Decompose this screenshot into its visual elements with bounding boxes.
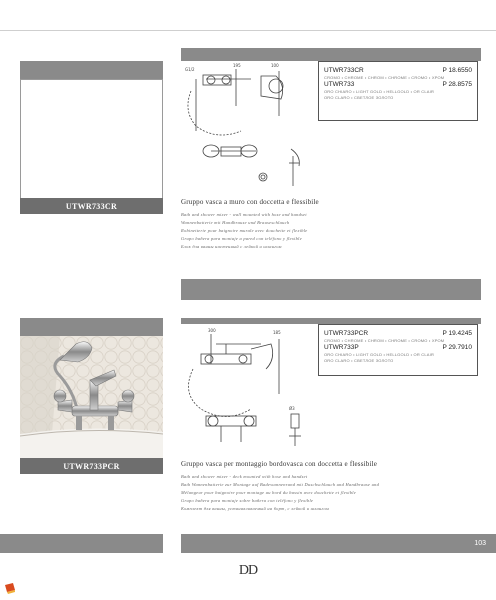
product-code-label-1: UTWR733CR <box>20 198 163 214</box>
svg-text:100: 100 <box>271 63 279 68</box>
price-finish: ORO CHIARO • LIGHT GOLD • HELLGOLD • OR CLAIR <box>324 352 435 357</box>
svg-text:300: 300 <box>208 328 216 333</box>
top-rule <box>0 30 496 31</box>
right-header-bar-1 <box>181 48 481 61</box>
page-number: 103 <box>474 540 486 547</box>
section-divider-bar <box>181 279 481 300</box>
description-line: Комплект для ванны, устанавливаемый на борт, с лейкой и шлангом <box>181 506 329 511</box>
price-ref: UTWR733CR <box>324 67 364 74</box>
price-row <box>324 81 472 89</box>
description-line: Mélangeur pour baignoire pour montage au bord du bassin avec douchette et flexible <box>181 490 356 495</box>
svg-text:185: 185 <box>273 330 281 335</box>
description-line: Bath and shower mixer - deck mounted with hose and handset <box>181 474 308 479</box>
price-finish: ORO CLARO • СВЕТЛОЕ ЗОЛОТО <box>324 358 394 363</box>
price-finish: CROMO • CHROME • CHROM • CHROME • CROMO • ХРОМ <box>324 338 445 343</box>
svg-text:195: 195 <box>233 63 241 68</box>
product-title: Gruppo vasca per montaggio bordovasca con doccetta e flessibile <box>181 460 378 468</box>
price-box-1 <box>318 61 478 121</box>
product-code-label-2: UTWR733PCR <box>20 458 163 474</box>
product-image-placeholder-1 <box>20 79 163 199</box>
price-ref: UTWR733 <box>324 81 355 88</box>
description-line: Robinetterie pour baignoire murale avec douchette et flexible <box>181 228 308 233</box>
description-line: Bath and shower mixer - wall mounted with hose and handset <box>181 212 307 217</box>
price-finish: ORO CLARO • СВЕТЛОЕ ЗОЛОТО <box>324 95 394 100</box>
description-line: Wannenbatterie mit Handbrause und Brauseschlauch <box>181 220 290 225</box>
footer-bar-right <box>181 534 496 553</box>
price-row <box>324 67 472 75</box>
technical-drawing-2 <box>181 324 321 454</box>
price-row <box>324 330 472 338</box>
price-ref: UTWR733P <box>324 344 359 351</box>
left-header-bar-1 <box>20 61 163 79</box>
svg-text:G1/2: G1/2 <box>185 67 195 72</box>
description-line: Grupo bañera para montaje sobre bañera con teléfono y flexible <box>181 498 314 503</box>
price-finish: ORO CHIARO • LIGHT GOLD • HELLGOLD • OR CLAIR <box>324 89 435 94</box>
price-row <box>324 344 472 352</box>
price-finish: CROMO • CHROME • CHROM • CHROME • CROMO • ХРОМ <box>324 75 445 80</box>
price-value: P 29.7910 <box>442 344 472 351</box>
product-title: Gruppo vasca a muro con doccetta e flessibile <box>181 198 319 206</box>
price-value: P 18.6550 <box>442 67 472 74</box>
footer-bar-left <box>0 534 163 553</box>
price-value: P 19.4245 <box>442 330 472 337</box>
price-ref: UTWR733PCR <box>324 330 369 337</box>
technical-drawing-1 <box>181 61 321 191</box>
brand-logo: DD <box>238 563 258 578</box>
price-value: P 28.8575 <box>442 81 472 88</box>
left-header-bar-2 <box>20 318 163 336</box>
svg-text:Ø3: Ø3 <box>289 406 295 411</box>
price-box-2 <box>318 324 478 376</box>
bookmark-icon[interactable] <box>3 581 17 595</box>
product-photo-2 <box>20 336 163 458</box>
description-line: Блок для ванны настенный с лейкой и шлангом <box>181 244 282 249</box>
description-line: Bath Wannenbatterie zur Montage auf Badewannenrand mit Duschschlauch und Handbrause und <box>181 482 380 487</box>
product-description-2 <box>181 460 481 513</box>
description-line: Grupo bañera para montaje a pared con teléfono y flexible <box>181 236 302 241</box>
product-description-1 <box>181 198 481 251</box>
